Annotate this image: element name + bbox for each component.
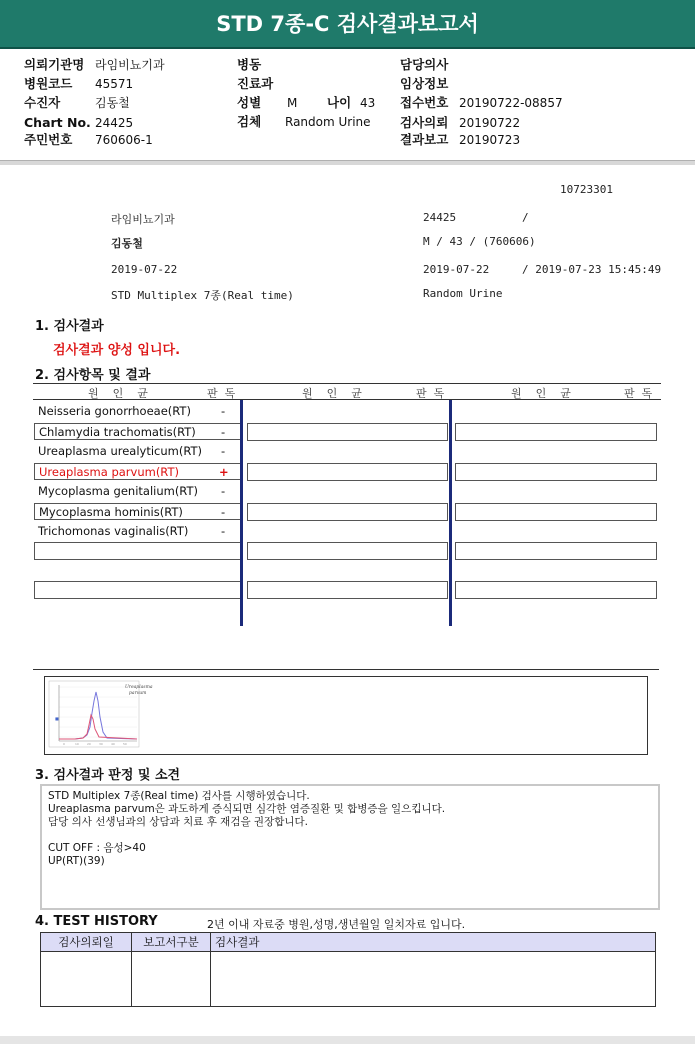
pathogen-result: - xyxy=(221,524,226,538)
col-result-1: 판 독 xyxy=(207,387,236,400)
resident-label: 주민번호 xyxy=(24,132,73,147)
results-top-rule xyxy=(33,383,661,384)
amplification-curve-image xyxy=(45,677,647,754)
col-result-2: 판 독 xyxy=(416,387,445,400)
request-label: 검사의뢰 xyxy=(400,115,449,130)
result-message: 검사결과 양성 입니다. xyxy=(53,343,181,358)
result-row xyxy=(34,523,241,540)
result-row xyxy=(34,503,241,520)
curve-legend-line1: Ureaplasma xyxy=(125,685,153,690)
report-title: STD 7종-C 검사결과보고서 xyxy=(0,0,695,49)
section2-title: 2. 검사항목 및 결과 xyxy=(35,368,151,383)
section1-title: 1. 검사결과 xyxy=(35,319,104,334)
pathogen-result: - xyxy=(221,484,226,498)
empty-row xyxy=(247,542,448,560)
sex-label: 성별 xyxy=(237,95,262,110)
empty-row xyxy=(247,423,448,441)
institution-field xyxy=(24,58,84,72)
pathogen-name: Ureaplasma urealyticum(RT) xyxy=(38,444,203,458)
pathogen-result: + xyxy=(219,465,229,479)
age-value: 43 xyxy=(360,96,376,110)
pathogen-name: Chlamydia trachomatis(RT) xyxy=(39,425,196,439)
col-pathogen-3: 원 인 균 xyxy=(511,387,571,400)
doctor-label: 담당의사 xyxy=(400,57,449,72)
summary-slash: / xyxy=(522,211,529,224)
history-cell xyxy=(41,952,132,1007)
history-col-result: 검사결과 xyxy=(211,933,656,952)
svg-text:10: 10 xyxy=(75,742,79,746)
comment-line: UP(RT)(39) xyxy=(48,855,105,867)
pathogen-result: - xyxy=(221,404,226,418)
empty-row xyxy=(34,581,241,599)
empty-row xyxy=(455,423,657,441)
resident-value: 760606-1 xyxy=(95,133,153,147)
result-row xyxy=(34,483,241,500)
col-result-3: 판 독 xyxy=(624,387,653,400)
header-divider xyxy=(0,160,695,165)
summary-receipt-date: 2019-07-22 xyxy=(423,263,490,276)
pathogen-result: - xyxy=(221,425,226,439)
comment-line: Ureaplasma parvum은 과도하게 증식되면 심각한 염증질환 및 합병증을 일으킵니다. xyxy=(48,803,446,815)
report-value: 20190723 xyxy=(459,133,521,147)
section4-title: 4. TEST HISTORY xyxy=(35,914,158,929)
pathogen-result: - xyxy=(221,444,226,458)
column-divider xyxy=(240,400,243,626)
history-note: 2년 이내 자료중 병원,성명,생년월일 일치자료 입니다. xyxy=(207,918,466,931)
summary-sex-age: M / 43 / (760606) xyxy=(423,235,536,248)
comment-line: STD Multiplex 7종(Real time) 검사를 시행하였습니다. xyxy=(48,790,310,802)
specimen-value: Random Urine xyxy=(285,115,371,129)
section3-title: 3. 검사결과 판정 및 소견 xyxy=(35,768,181,783)
pathogen-name: Mycoplasma hominis(RT) xyxy=(39,505,183,519)
report-label: 결과보고 xyxy=(400,132,449,147)
col-pathogen-2: 원 인 균 xyxy=(302,387,362,400)
summary-report-datetime: / 2019-07-23 15:45:49 xyxy=(522,263,662,276)
result-row-positive xyxy=(34,463,241,480)
svg-text:30: 30 xyxy=(99,742,103,746)
ward-label: 병동 xyxy=(237,57,262,72)
receipt-label: 접수번호 xyxy=(400,95,449,110)
comment-line: CUT OFF : 음성>40 xyxy=(48,842,146,854)
svg-text:50: 50 xyxy=(123,742,127,746)
amplification-curve-frame xyxy=(44,676,648,755)
history-cell xyxy=(211,952,656,1007)
pathogen-name: Ureaplasma parvum(RT) xyxy=(39,465,179,479)
comment-box xyxy=(40,784,660,910)
empty-row xyxy=(247,503,448,521)
chart-value: 24425 xyxy=(95,116,134,130)
empty-row xyxy=(34,542,241,560)
result-row xyxy=(34,423,241,440)
curve-legend-line2: parvum xyxy=(129,691,147,696)
empty-row xyxy=(455,581,657,599)
summary-test-name: STD Multiplex 7종(Real time) xyxy=(111,289,294,302)
summary-institution: 라임비뇨기과 xyxy=(111,213,175,226)
summary-chart: 24425 xyxy=(423,211,457,224)
specimen-label: 검체 xyxy=(237,114,262,129)
age-label: 나이 xyxy=(327,95,352,110)
comment-line: 담당 의사 선생님과의 상담과 치료 후 재검을 권장합니다. xyxy=(48,816,308,828)
patient-label: 수진자 xyxy=(24,95,61,110)
pathogen-name: Mycoplasma genitalium(RT) xyxy=(38,484,198,498)
history-table xyxy=(40,932,656,1007)
sex-value: M xyxy=(287,96,298,110)
pathogen-name: Trichomonas vaginalis(RT) xyxy=(38,524,189,538)
doc-number: 10723301 xyxy=(560,183,613,196)
col-pathogen-1: 원 인 균 xyxy=(88,387,148,400)
receipt-value: 20190722-08857 xyxy=(459,96,563,110)
column-divider xyxy=(449,400,452,626)
history-col-request-date: 검사의뢰일 xyxy=(41,933,132,952)
pathogen-result: - xyxy=(221,505,226,519)
bottom-bar xyxy=(0,1036,695,1044)
empty-row xyxy=(455,503,657,521)
svg-text:0: 0 xyxy=(63,742,65,746)
summary-specimen: Random Urine xyxy=(423,287,503,300)
comment-line-blank xyxy=(48,829,652,842)
history-cell xyxy=(132,952,211,1007)
empty-row xyxy=(455,463,657,481)
history-col-report-type: 보고서구분 xyxy=(132,933,211,952)
svg-text:40: 40 xyxy=(111,742,115,746)
patient-value: 김동철 xyxy=(95,96,130,110)
request-value: 20190722 xyxy=(459,116,521,130)
clinical-label: 임상정보 xyxy=(400,76,449,91)
svg-text:■: ■ xyxy=(55,716,59,721)
history-empty-row xyxy=(41,952,656,1007)
empty-row xyxy=(247,463,448,481)
hospital-code-value: 45571 xyxy=(95,77,134,91)
institution-label: 의뢰기관명 xyxy=(24,57,85,72)
summary-collect-date: 2019-07-22 xyxy=(111,263,178,276)
hospital-code-label: 병원코드 xyxy=(24,76,73,91)
history-header-row xyxy=(41,933,656,952)
institution-value: 라임비뇨기과 xyxy=(95,58,165,72)
chart-label: Chart No. xyxy=(24,115,91,130)
svg-text:20: 20 xyxy=(87,742,91,746)
summary-patient: 김동철 xyxy=(111,237,143,250)
empty-row xyxy=(247,581,448,599)
dept-label: 진료과 xyxy=(237,76,274,91)
result-row xyxy=(34,403,241,420)
result-row xyxy=(34,443,241,460)
chart-top-rule xyxy=(33,669,659,670)
pathogen-name: Neisseria gonorrhoeae(RT) xyxy=(38,404,191,418)
empty-row xyxy=(455,542,657,560)
